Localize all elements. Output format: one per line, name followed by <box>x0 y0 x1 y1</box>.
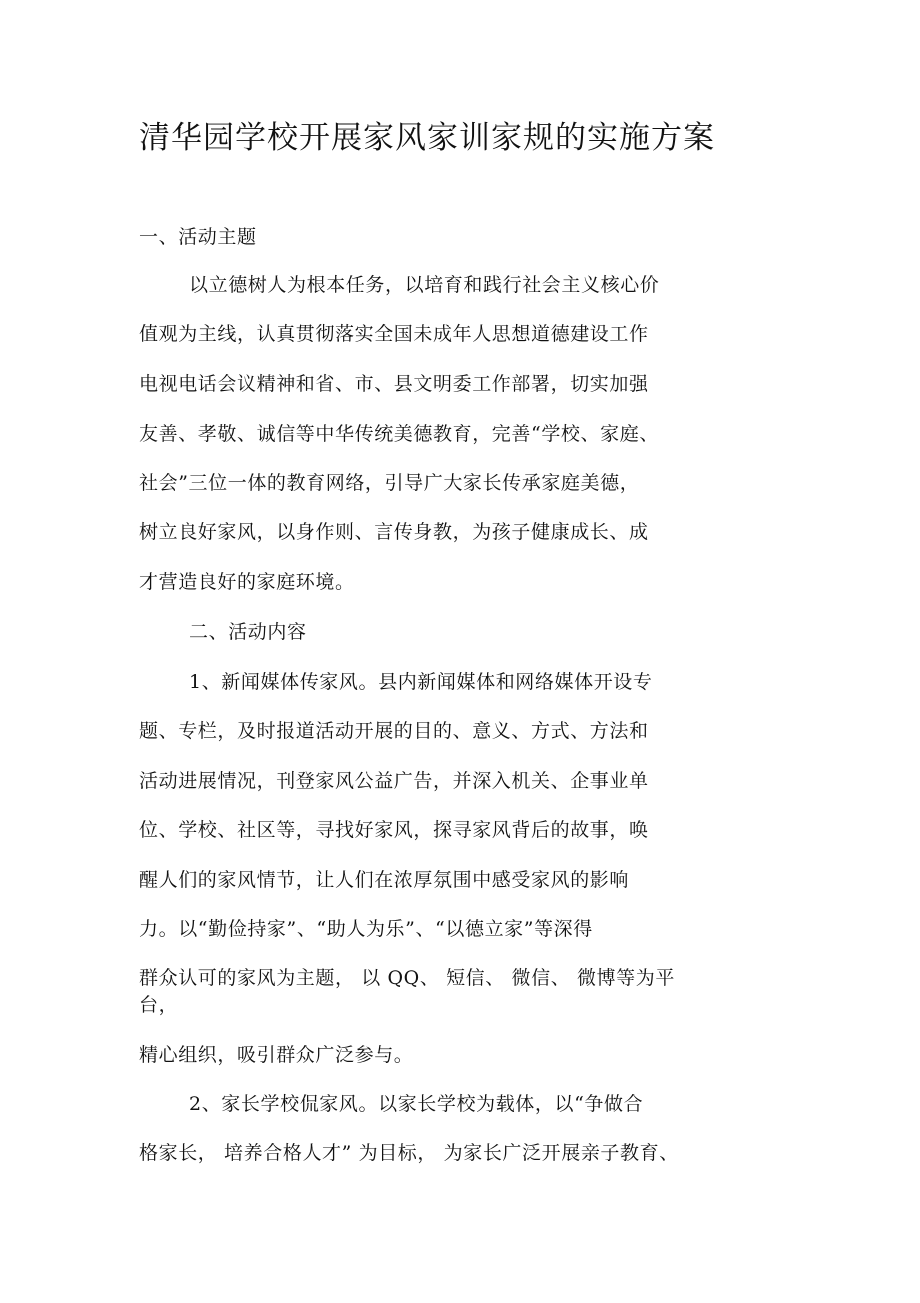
paragraph-line: 社会”三位一体的教育网络，引导广大家长传承家庭美德， <box>139 472 640 494</box>
paragraph-line: 树立良好家风，以身作则、言传身教，为孩子健康成长、成 <box>139 521 649 543</box>
paragraph-line: 格家长， 培养合格人才” 为目标， 为家长广泛开展亲子教育、 <box>139 1142 679 1164</box>
section-heading-content: 二、活动内容 <box>189 621 307 643</box>
paragraph-line: 2、家长学校侃家风。以家长学校为载体，以“争做合 <box>189 1093 644 1115</box>
paragraph-line: 1、新闻媒体传家风。县内新闻媒体和网络媒体开设专 <box>189 671 653 693</box>
paragraph-line: 群众认可的家风为主题， 以 QQ、 短信、 微信、 微博等为平 <box>139 967 675 989</box>
paragraph-line: 位、学校、社区等，寻找好家风，探寻家风背后的故事，唤 <box>139 819 649 841</box>
section-heading-theme: 一、活动主题 <box>139 226 257 248</box>
paragraph-line: 题、专栏，及时报道活动开展的目的、意义、方式、方法和 <box>139 720 649 742</box>
paragraph-line: 活动进展情况，刊登家风公益广告，并深入机关、企事业单 <box>139 770 649 792</box>
paragraph-line: 台， <box>139 994 179 1016</box>
paragraph-line: 友善、孝敬、诚信等中华传统美德教育，完善“学校、家庭、 <box>139 423 659 445</box>
document-title: 清华园学校开展家风家训家规的实施方案 <box>139 120 715 156</box>
paragraph-line: 才营造良好的家庭环境。 <box>139 571 355 593</box>
paragraph-line: 醒人们的家风情节，让人们在浓厚氛围中感受家风的影响 <box>139 869 630 891</box>
paragraph-line: 精心组织，吸引群众广泛参与。 <box>139 1044 414 1066</box>
paragraph-line: 电视电话会议精神和省、市、县文明委工作部署，切实加强 <box>139 373 649 395</box>
paragraph-line: 以立德树人为根本任务，以培育和践行社会主义核心价 <box>189 274 660 296</box>
paragraph-line: 力。以“勤俭持家”、“助人为乐”、“以德立家”等深得 <box>139 918 593 940</box>
paragraph-line: 值观为主线，认真贯彻落实全国未成年人思想道德建设工作 <box>139 323 649 345</box>
